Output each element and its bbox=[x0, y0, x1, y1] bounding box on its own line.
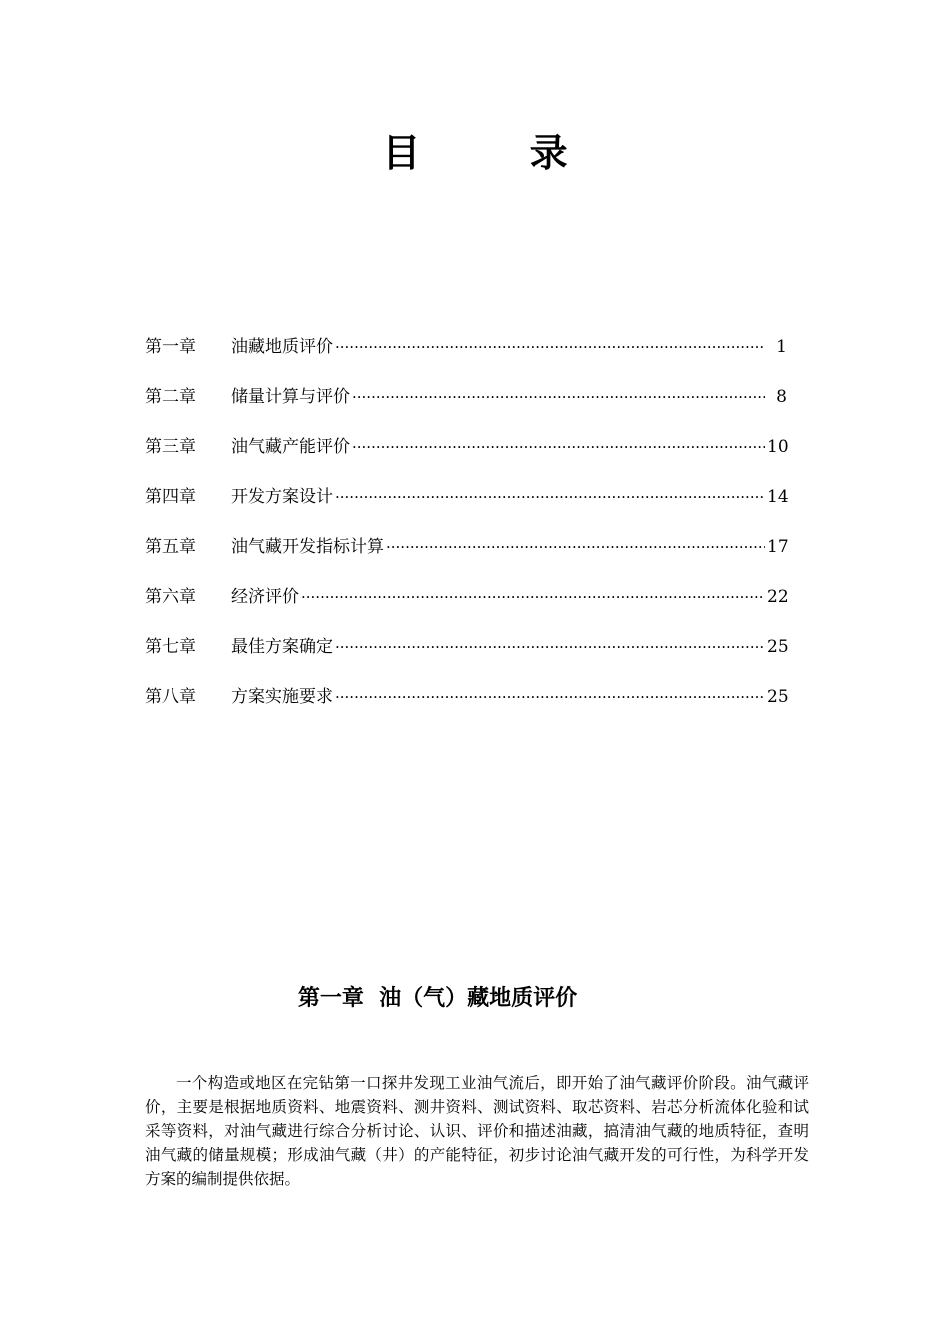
toc-leader-dots bbox=[352, 383, 765, 411]
toc-item-3[interactable] bbox=[145, 422, 787, 472]
toc-chapter-name: 储量计算与评价 bbox=[231, 387, 350, 407]
toc-chapter-name: 油气藏产能评价 bbox=[231, 437, 350, 457]
toc-chapter-label: 第七章 bbox=[145, 637, 196, 657]
toc-item-2[interactable] bbox=[145, 372, 787, 422]
toc-page-number: 22 bbox=[767, 587, 789, 607]
toc-page-number: 25 bbox=[767, 687, 789, 707]
toc-chapter-label: 第五章 bbox=[145, 537, 196, 557]
toc-chapter-label: 第六章 bbox=[145, 587, 196, 607]
toc-chapter-label: 第二章 bbox=[145, 387, 196, 407]
toc-chapter-label: 第一章 bbox=[145, 337, 196, 357]
toc-item-1[interactable] bbox=[145, 322, 787, 372]
toc-page-number: 17 bbox=[767, 537, 789, 557]
toc-title: 目 录 bbox=[382, 130, 616, 175]
toc-chapter-name: 最佳方案确定 bbox=[231, 637, 333, 657]
toc-item-6[interactable] bbox=[145, 572, 787, 622]
toc-leader-dots bbox=[335, 333, 765, 361]
toc-leader-dots bbox=[386, 533, 765, 561]
toc-chapter-label: 第三章 bbox=[145, 437, 196, 457]
toc-chapter-name: 开发方案设计 bbox=[231, 487, 333, 507]
toc-page-number: 1 bbox=[776, 337, 787, 357]
toc-leader-dots bbox=[352, 433, 765, 461]
body-paragraph: 一个构造或地区在完钻第一口探井发现工业油气流后，即开始了油气藏评价阶段。油气藏评价，主要是根据地质资料、地震资料、测井资料、测试资料、取芯资料、岩芯分析流体化验和试采等资料，对油气藏进行综合分析讨论、认识、评价和描述油藏，搞清油气藏的地质特征，查明油气藏的储量规模；形成油气藏（井）的产能特征，初步讨论油气藏开发的可行性，为科学开发方案的编制提供依据。 bbox=[145, 1074, 809, 1188]
toc-page-number: 25 bbox=[767, 637, 789, 657]
toc-item-7[interactable] bbox=[145, 622, 787, 672]
toc-page-number: 8 bbox=[776, 387, 787, 407]
toc-chapter-label: 第四章 bbox=[145, 487, 196, 507]
toc-leader-dots bbox=[335, 633, 765, 661]
toc-chapter-name: 油气藏开发指标计算 bbox=[231, 537, 384, 557]
toc-chapter-name: 经济评价 bbox=[231, 587, 299, 607]
toc-leader-dots bbox=[301, 583, 765, 611]
toc-chapter-label: 第八章 bbox=[145, 687, 196, 707]
toc-leader-dots bbox=[335, 683, 765, 711]
toc-page-number: 10 bbox=[767, 437, 789, 457]
toc-chapter-name: 方案实施要求 bbox=[231, 687, 333, 707]
toc-item-4[interactable] bbox=[145, 472, 787, 522]
table-of-contents bbox=[145, 322, 787, 722]
toc-item-5[interactable] bbox=[145, 522, 787, 572]
toc-page-number: 14 bbox=[767, 487, 789, 507]
chapter-heading: 第一章 油（气）藏地质评价 bbox=[297, 985, 578, 1011]
toc-leader-dots bbox=[335, 483, 765, 511]
toc-item-8[interactable] bbox=[145, 672, 787, 722]
toc-chapter-name: 油藏地质评价 bbox=[231, 337, 333, 357]
